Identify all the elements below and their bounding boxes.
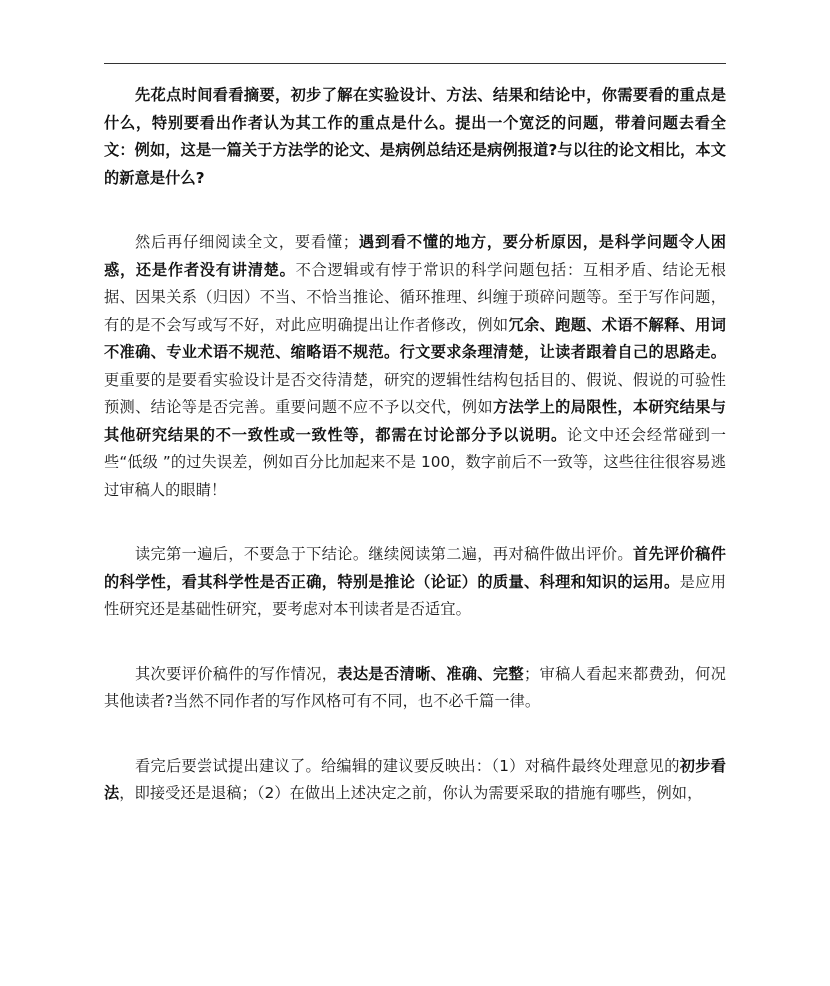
paragraph-4 [104, 661, 726, 716]
body-text: ，即接受还是退稿；（2）在做出上述决定之前，你认为需要采取的措施有哪些，例如， [119, 784, 703, 802]
emphasized-text: 初步看法 [104, 756, 726, 802]
body-text: ；审稿人看起来都费劲，何况其他读者?当然不同作者的写作风格可有不同，也不必千篇一律。 [104, 664, 726, 710]
body-text: 论文中还会经常碰到一些“低级 ”的过失误差，例如百分比加起来不是 100，数字前后不一致等，这些往往很容易逃过审稿人的眼睛！ [104, 425, 726, 499]
emphasized-text: 方法学上的局限性，本研究结果与其他研究结果的不一致性或一致性等，都需在讨论部分予以说明。 [104, 398, 727, 444]
emphasized-text: 表达是否清晰、准确、完整 [337, 664, 524, 683]
paragraph-5 [104, 753, 726, 808]
body-text: 读完第一遍后，不要急于下结论。继续阅读第二遍，再对稿件做出评价。 [135, 545, 633, 563]
paragraph-2 [104, 229, 726, 504]
emphasized-text: 冗余、跑题、术语不解释、用词不准确、专业术语不规范、缩略语不规范。行文要求条理清楚，让读者跟着自己的思路走。 [104, 315, 726, 361]
body-text: 然后再仔细阅读全文，要看懂； [135, 233, 359, 251]
emphasized-text: 遇到看不懂的地方，要分析原因，是科学问题令人困惑，还是作者没有讲清楚。 [104, 233, 726, 279]
body-text: 是应用性研究还是基础性研究，要考虑对本刊读者是否适宜。 [104, 572, 726, 618]
emphasized-text: 先花点时间看看摘要，初步了解在实验设计、方法、结果和结论中，你需要看的重点是什么，特别要看出作者认为其工作的重点是什么。提出一个宽泛的问题，带着问题去看全文：例如，这是一篇关于方法学的论文、是病例总结还是病例报道?与以往的论文相比，本文的新意是什么? [104, 86, 726, 187]
paragraph-3 [104, 541, 726, 624]
paragraph-1 [104, 82, 726, 192]
document-body [104, 82, 726, 845]
body-text: 不合逻辑或有悖于常识的科学问题包括：互相矛盾、结论无根据、因果关系（归因）不当、不恰当推论、循环推理、纠缠于琐碎问题等。至于写作问题，有的是不会写或写不好，对此应明确提出让作者修改，例如 [104, 260, 726, 334]
header-rule [104, 63, 726, 64]
body-text: 看完后要尝试提出建议了。给编辑的建议要反映出：（1）对稿件最终处理意见的 [135, 756, 680, 775]
body-text: 其次要评价稿件的写作情况， [135, 664, 338, 683]
emphasized-text: 首先评价稿件的科学性，看其科学性是否正确，特别是推论（论证）的质量、科理和知识的运用。 [104, 545, 726, 591]
body-text: 更重要的是要看实验设计是否交待清楚，研究的逻辑性结构包括目的、假说、假说的可验性预测、结论等是否完善。重要问题不应不予以交代，例如 [104, 370, 726, 416]
